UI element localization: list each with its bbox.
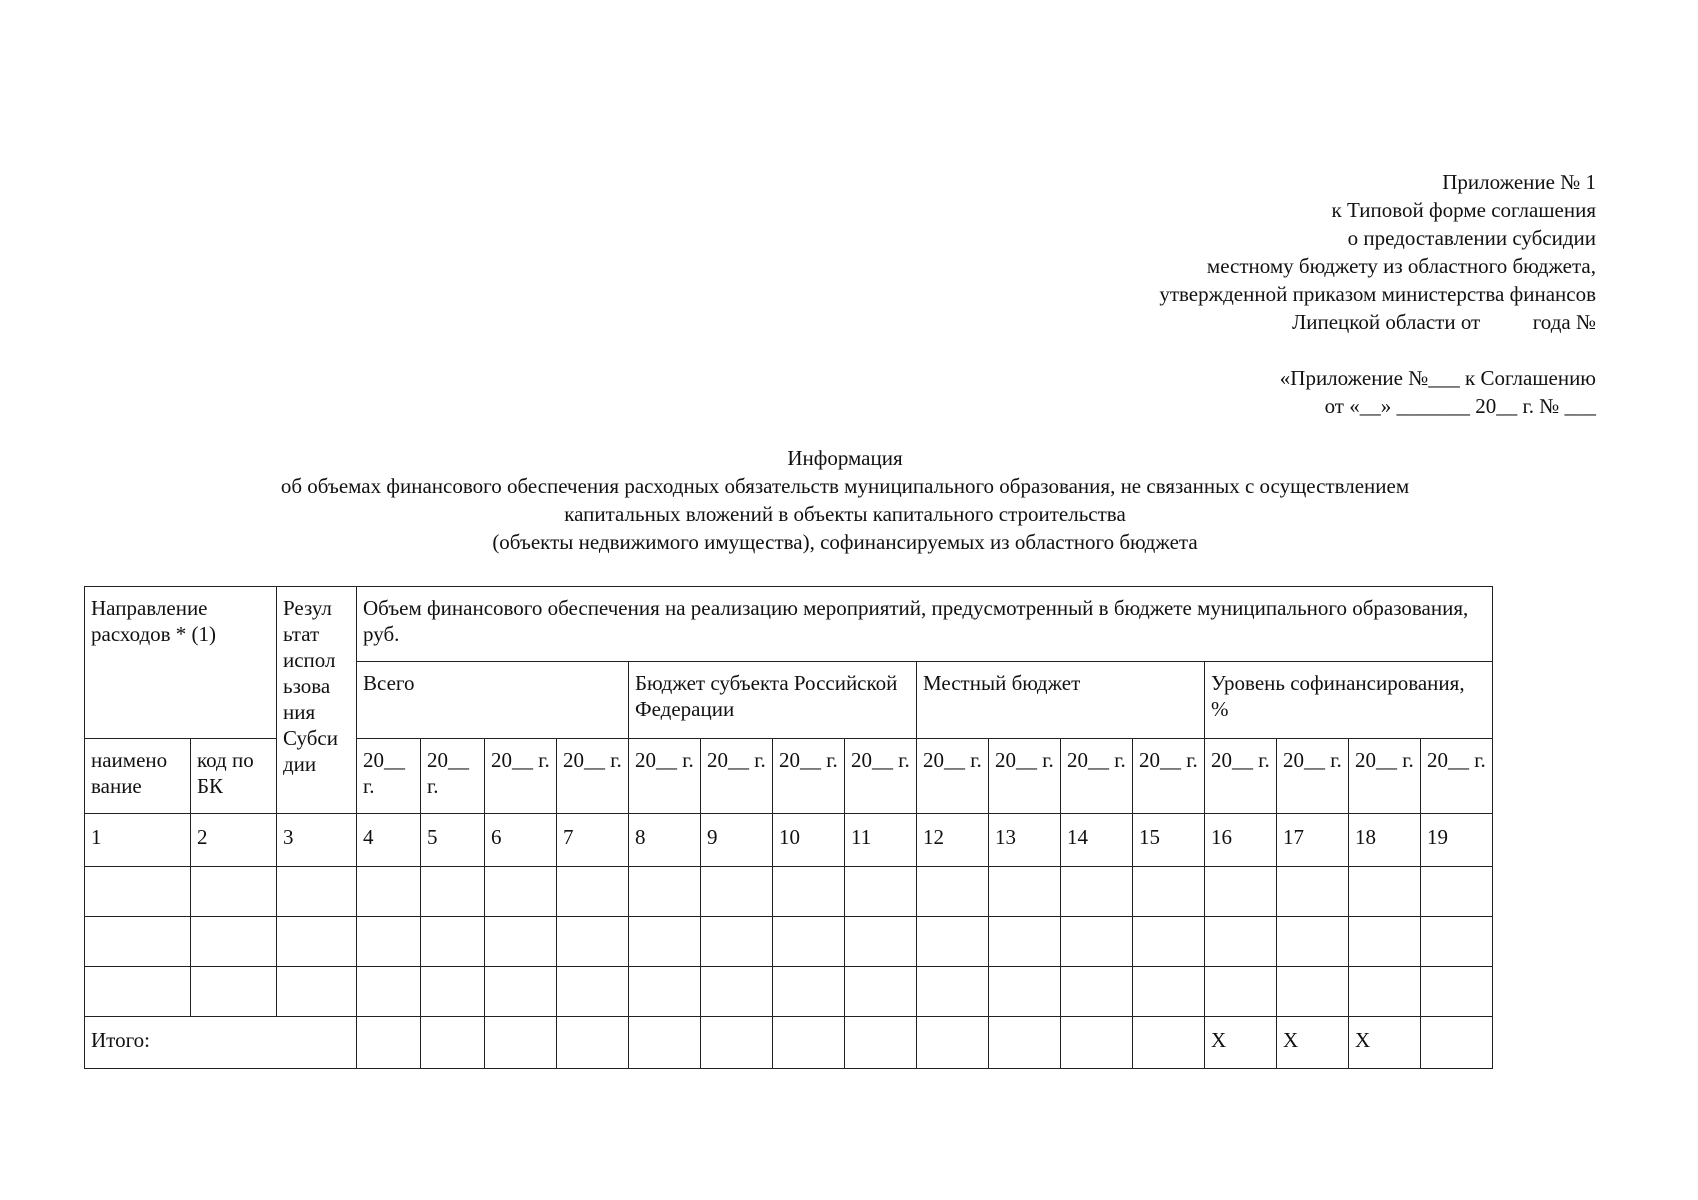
table-cell[interactable] xyxy=(485,867,557,917)
column-number: 19 xyxy=(1421,814,1493,867)
total-row xyxy=(85,1017,1493,1069)
table-cell[interactable] xyxy=(1205,967,1277,1017)
table-cell[interactable] xyxy=(917,967,989,1017)
total-x-mark: Х xyxy=(1205,1017,1277,1069)
table-cell[interactable] xyxy=(191,867,277,917)
table-cell[interactable] xyxy=(1421,967,1493,1017)
column-number: 5 xyxy=(421,814,485,867)
table-cell[interactable] xyxy=(629,1017,701,1069)
table-cell[interactable] xyxy=(277,967,357,1017)
table-cell[interactable] xyxy=(357,867,421,917)
header-name: наимено вание xyxy=(85,739,191,814)
column-number: 8 xyxy=(629,814,701,867)
table-cell[interactable] xyxy=(421,867,485,917)
table-cell[interactable] xyxy=(1421,867,1493,917)
table-cell[interactable] xyxy=(1349,917,1421,967)
column-number: 2 xyxy=(191,814,277,867)
column-number: 7 xyxy=(557,814,629,867)
appendix-header xyxy=(1159,168,1596,336)
column-number: 14 xyxy=(1061,814,1133,867)
column-number: 11 xyxy=(845,814,917,867)
appendix-header-line: о предоставлении субсидии xyxy=(1347,226,1596,250)
table-cell[interactable] xyxy=(701,967,773,1017)
table-cell[interactable] xyxy=(485,1017,557,1069)
table-cell[interactable] xyxy=(701,867,773,917)
table-cell[interactable] xyxy=(845,917,917,967)
table-cell[interactable] xyxy=(277,917,357,967)
table-cell[interactable] xyxy=(989,867,1061,917)
total-label: Итого: xyxy=(85,1017,357,1069)
agreement-ref-line: от «__» _______ 20__ г. № ___ xyxy=(1324,394,1596,418)
column-number: 3 xyxy=(277,814,357,867)
table-row xyxy=(85,867,1493,917)
column-number: 13 xyxy=(989,814,1061,867)
title-line: капитальных вложений в объекты капитального строительства xyxy=(564,502,1126,526)
header-year: 20__ г. xyxy=(917,739,989,814)
table-cell[interactable] xyxy=(485,917,557,967)
table-cell[interactable] xyxy=(773,967,845,1017)
table-cell[interactable] xyxy=(845,867,917,917)
header-year: 20__ г. xyxy=(421,739,485,814)
table-cell[interactable] xyxy=(1205,867,1277,917)
table-cell[interactable] xyxy=(357,967,421,1017)
table-cell[interactable] xyxy=(1349,867,1421,917)
table-cell[interactable] xyxy=(277,867,357,917)
header-total: Всего xyxy=(357,662,629,739)
agreement-ref-line: «Приложение №___ к Соглашению xyxy=(1279,366,1596,390)
table-cell[interactable] xyxy=(1133,867,1205,917)
header-year: 20__ г. xyxy=(485,739,557,814)
table-cell[interactable] xyxy=(917,867,989,917)
table-cell[interactable] xyxy=(989,967,1061,1017)
header-year: 20__ г. xyxy=(773,739,845,814)
table-cell[interactable] xyxy=(485,967,557,1017)
table-cell[interactable] xyxy=(557,967,629,1017)
table-cell[interactable] xyxy=(1421,917,1493,967)
column-number: 17 xyxy=(1277,814,1349,867)
title-line: (объекты недвижимого имущества), софинансируемых из областного бюджета xyxy=(492,530,1198,554)
column-number: 1 xyxy=(85,814,191,867)
table-cell[interactable] xyxy=(421,917,485,967)
appendix-header-line: Приложение № 1 xyxy=(1442,170,1596,194)
table-cell[interactable] xyxy=(629,917,701,967)
table-cell[interactable] xyxy=(701,917,773,967)
table-cell[interactable] xyxy=(1277,917,1349,967)
title-line: Информация xyxy=(787,446,903,470)
appendix-header-line: к Типовой форме соглашения xyxy=(1331,198,1596,222)
header-year: 20__ г. xyxy=(629,739,701,814)
financing-table xyxy=(84,586,1493,1069)
table-cell[interactable] xyxy=(85,967,191,1017)
table-cell[interactable] xyxy=(1061,917,1133,967)
column-number: 12 xyxy=(917,814,989,867)
table-cell[interactable] xyxy=(773,1017,845,1069)
table-cell[interactable] xyxy=(845,1017,917,1069)
header-year: 20__ г. xyxy=(557,739,629,814)
header-year: 20__ г. xyxy=(1205,739,1277,814)
table-cell[interactable] xyxy=(1061,967,1133,1017)
header-year: 20__ г. xyxy=(357,739,421,814)
table-cell[interactable] xyxy=(1061,1017,1133,1069)
appendix-header-line: утвержденной приказом министерства финансов xyxy=(1159,282,1596,306)
table-cell[interactable] xyxy=(917,917,989,967)
table-cell[interactable] xyxy=(1061,867,1133,917)
column-number: 15 xyxy=(1133,814,1205,867)
table-cell[interactable] xyxy=(1133,1017,1205,1069)
table-cell[interactable] xyxy=(1277,967,1349,1017)
table-cell[interactable] xyxy=(85,917,191,967)
table-cell[interactable] xyxy=(1421,1017,1493,1069)
table-cell[interactable] xyxy=(1133,917,1205,967)
table-cell[interactable] xyxy=(1277,867,1349,917)
column-number: 9 xyxy=(701,814,773,867)
table-cell[interactable] xyxy=(773,917,845,967)
header-direction: Направление расходов * (1) xyxy=(85,587,277,739)
total-x-mark: Х xyxy=(1277,1017,1349,1069)
title-line: об объемах финансового обеспечения расходных обязательств муниципального образования, не связанных с осуществлением xyxy=(280,474,1410,498)
header-year: 20__ г. xyxy=(1133,739,1205,814)
table-cell[interactable] xyxy=(421,967,485,1017)
column-number-row xyxy=(85,814,1493,867)
table-row xyxy=(85,917,1493,967)
table-cell[interactable] xyxy=(557,917,629,967)
table-cell[interactable] xyxy=(629,867,701,917)
header-cofinancing-level: Уровень софинансирования, % xyxy=(1205,662,1493,739)
table-cell[interactable] xyxy=(421,1017,485,1069)
header-regional-budget: Бюджет субъекта Российской Федерации xyxy=(629,662,917,739)
table-cell[interactable] xyxy=(1133,967,1205,1017)
table-cell[interactable] xyxy=(989,917,1061,967)
table-cell[interactable] xyxy=(191,967,277,1017)
table-cell[interactable] xyxy=(557,1017,629,1069)
column-number: 10 xyxy=(773,814,845,867)
table-cell[interactable] xyxy=(773,867,845,917)
column-number: 16 xyxy=(1205,814,1277,867)
appendix-header-line: местному бюджету из областного бюджета, xyxy=(1206,254,1596,278)
header-bk-code: код по БК xyxy=(191,739,277,814)
total-x-mark: Х xyxy=(1349,1017,1421,1069)
table-cell[interactable] xyxy=(1205,917,1277,967)
column-number: 6 xyxy=(485,814,557,867)
table-cell[interactable] xyxy=(917,1017,989,1069)
header-year: 20__ г. xyxy=(1277,739,1349,814)
table-cell[interactable] xyxy=(629,967,701,1017)
table-cell[interactable] xyxy=(845,967,917,1017)
table-cell[interactable] xyxy=(701,1017,773,1069)
table-cell[interactable] xyxy=(191,917,277,967)
header-year: 20__ г. xyxy=(845,739,917,814)
table-cell[interactable] xyxy=(557,867,629,917)
table-cell[interactable] xyxy=(989,1017,1061,1069)
header-year: 20__ г. xyxy=(1349,739,1421,814)
table-cell[interactable] xyxy=(1349,967,1421,1017)
header-result: Резул ьтат испол ьзова ния Субси дии xyxy=(277,587,357,814)
table-cell[interactable] xyxy=(357,1017,421,1069)
header-local-budget: Местный бюджет xyxy=(917,662,1205,739)
appendix-header-line: Липецкой области от года № xyxy=(1291,310,1596,334)
header-year: 20__ г. xyxy=(1061,739,1133,814)
column-number: 18 xyxy=(1349,814,1421,867)
table-cell[interactable] xyxy=(357,917,421,967)
table-cell[interactable] xyxy=(85,867,191,917)
header-year: 20__ г. xyxy=(989,739,1061,814)
column-number: 4 xyxy=(357,814,421,867)
document-title xyxy=(150,444,1540,556)
header-year: 20__ г. xyxy=(701,739,773,814)
header-volume: Объем финансового обеспечения на реализацию мероприятий, предусмотренный в бюджете муниципального образования, руб. xyxy=(357,587,1493,662)
header-year: 20__ г. xyxy=(1421,739,1493,814)
table-row xyxy=(85,967,1493,1017)
agreement-reference xyxy=(1280,364,1596,420)
